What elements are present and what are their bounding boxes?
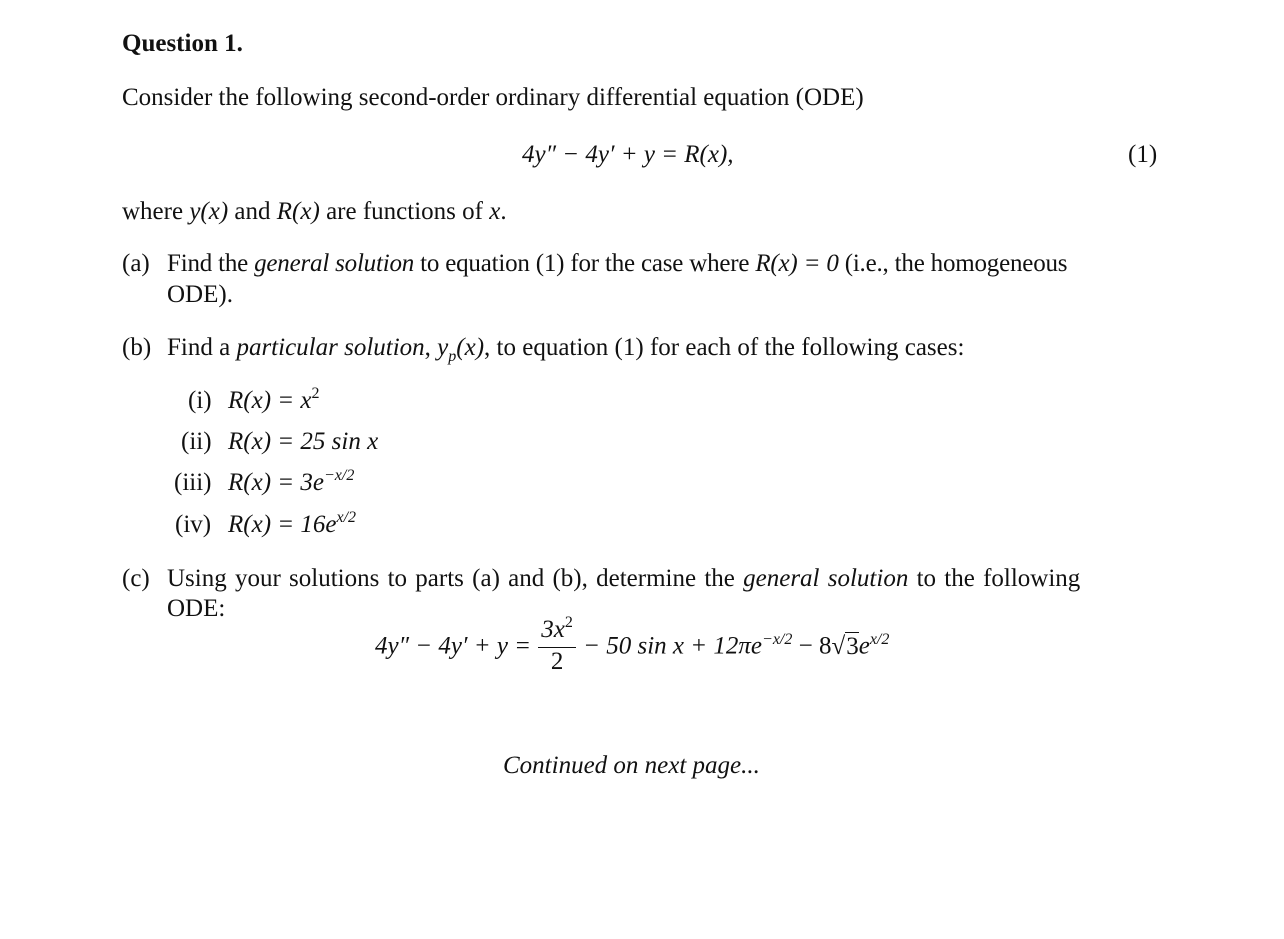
- part-c-term-3-e: e: [858, 632, 870, 660]
- part-c-term-3: − 8: [792, 632, 832, 660]
- square-root-radicand: 3: [846, 632, 859, 660]
- part-c-line-2: ODE:: [167, 595, 226, 622]
- part-b-line: [167, 333, 964, 366]
- where-r: R(x): [276, 198, 320, 225]
- where-text-3: are functions of: [319, 198, 490, 225]
- part-b-yp: y: [437, 334, 449, 361]
- fraction-numerator-sup: 2: [564, 614, 573, 631]
- fraction-denominator: 2: [550, 648, 564, 675]
- continued-note: Continued on next page...: [503, 752, 760, 779]
- part-c-term-2-sup: −x/2: [762, 630, 793, 648]
- part-c-term-3-sup: x/2: [869, 630, 890, 648]
- part-a-text-3: (i.e., the homogeneous: [838, 250, 1068, 277]
- part-c-text-1: Using your solutions to parts (a) and (b), determine the: [167, 565, 744, 592]
- part-b-text-3: , to equation (1) for each of the following cases:: [484, 334, 965, 361]
- case-expr: 16e: [300, 511, 337, 538]
- where-text-1: where: [122, 198, 190, 225]
- part-a-condition: R(x) = 0: [755, 250, 839, 277]
- where-text-2: and: [228, 198, 277, 225]
- part-c-label: (c): [122, 565, 150, 592]
- part-a-text-1: Find the: [167, 250, 255, 277]
- where-y: y(x): [189, 198, 229, 225]
- part-a-text-2: to equation (1) for the case where: [414, 250, 756, 277]
- case-label: (ii): [181, 428, 212, 455]
- fraction: [537, 616, 577, 676]
- square-root: √3: [831, 632, 859, 660]
- part-a-emphasis: general solution: [254, 250, 415, 277]
- case-expr: 25 sin x: [300, 428, 379, 455]
- where-x: x: [489, 198, 501, 225]
- case-expression: [228, 386, 320, 419]
- part-c-eq-lhs: 4y″ − 4y′ + y =: [375, 632, 538, 660]
- part-b-text-1: Find a: [167, 334, 237, 361]
- case-superscript: 2: [311, 385, 320, 402]
- case-expression: [228, 468, 354, 501]
- case-lhs: R(x) =: [228, 511, 301, 538]
- where-line: [122, 197, 507, 227]
- intro-text: Consider the following second-order ordinary differential equation (ODE): [122, 84, 864, 111]
- part-c-term-2: − 50 sin x + 12πe: [576, 632, 763, 660]
- case-label: (iv): [175, 511, 212, 538]
- case-lhs: R(x) =: [228, 469, 301, 496]
- case-superscript: x/2: [336, 509, 357, 526]
- part-b-text-2: ,: [424, 334, 438, 361]
- part-a-label: (a): [122, 250, 150, 277]
- case-label: (i): [188, 387, 212, 414]
- fraction-numerator: [537, 616, 577, 647]
- part-a-line-1: [167, 249, 1067, 279]
- part-a-line-2: ODE).: [167, 281, 233, 308]
- equation-1-tag: (1): [1128, 141, 1158, 168]
- fraction-numerator-base: 3x: [541, 616, 565, 643]
- case-lhs: R(x) =: [228, 428, 301, 455]
- part-b-emphasis: particular solution: [236, 334, 425, 361]
- part-c-emphasis: general solution: [743, 565, 909, 592]
- part-b-label: (b): [122, 334, 152, 361]
- where-text-4: .: [500, 198, 507, 225]
- equation-1: 4y″ − 4y′ + y = R(x),: [522, 141, 734, 168]
- case-expression: [228, 510, 356, 543]
- case-expression: [228, 427, 378, 457]
- part-b-yp-subscript: p: [448, 348, 457, 365]
- part-c-text-2: to the following: [908, 565, 1081, 592]
- case-label: (iii): [174, 469, 212, 496]
- question-title: Question 1.: [122, 30, 243, 57]
- case-lhs: R(x) =: [228, 387, 301, 414]
- part-b-yp-arg: (x): [456, 334, 485, 361]
- case-expr: x: [300, 387, 312, 414]
- part-c-line-1: [167, 564, 1080, 594]
- case-expr: 3e: [300, 469, 324, 496]
- case-superscript: −x/2: [324, 467, 355, 484]
- part-c-equation: [375, 614, 890, 678]
